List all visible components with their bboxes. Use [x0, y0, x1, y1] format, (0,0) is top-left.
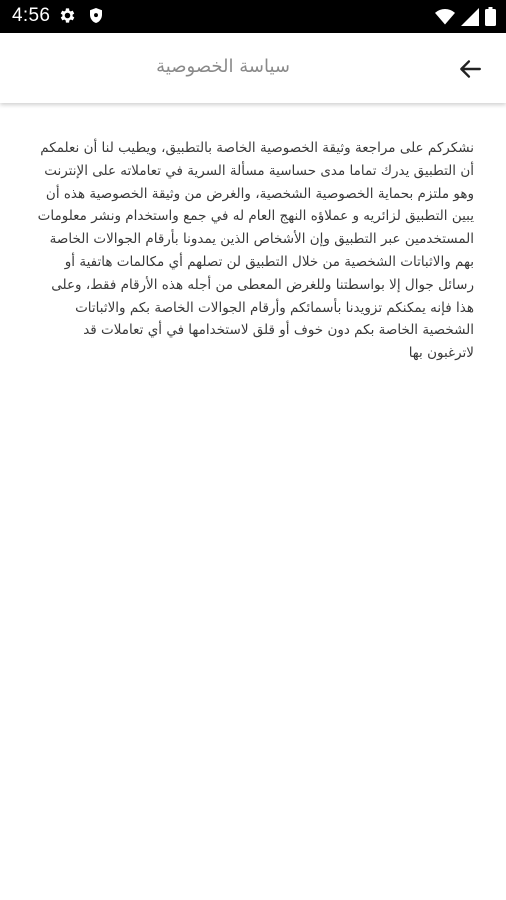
battery-icon — [485, 7, 496, 30]
arrow-back-icon — [457, 56, 483, 82]
signal-icon — [461, 8, 479, 30]
app-bar — [0, 33, 506, 103]
privacy-policy-text: نشكركم على مراجعة وثيقة الخصوصية الخاصة بالتطبيق، ويطيب لنا أن نعلمكم أن التطبيق يدرك تماما مدى حساسية مسألة السرية في تعاملاته على الإنترنت وهو ملتزم بحماية الخصوصية الشخصية، والغرض من وثيقة الخصوصية هذه أن يبين التطبيق لزائريه و عملاؤه النهج العام له في جمع واستخدام ونشر معلومات المستخدمين عبر التطبيق وإن الأشخاص الذين يمدونا بأرقام الجوالات الخاصة بهم والاثباتات الشخصية من خلال التطبيق لن تصلهم أي مكالمات هاتفية أو رسائل جوال إلا بواسطتنا وللغرض المعطى من أجله هذه الأرقام فقط، وعلى هذا فإنه يمكنكم تزويدنا بأسمائكم وأرقام الجوالات الخاصة بكم والاثباتات الشخصية الخاصة بكم دون خوف أو قلق لاستخدامها في أي تعاملات قد لاترغبون بها — [37, 140, 474, 362]
privacy-policy-content — [34, 137, 474, 365]
gear-icon — [58, 6, 77, 29]
wifi-icon — [435, 8, 455, 30]
back-button[interactable] — [454, 53, 486, 85]
shield-icon — [87, 6, 105, 29]
status-left-icons — [58, 6, 105, 29]
status-bar — [0, 0, 506, 33]
page-title: سياسة الخصوصية — [156, 56, 290, 77]
status-right-icons — [435, 7, 496, 30]
status-time: 4:56 — [12, 5, 51, 26]
